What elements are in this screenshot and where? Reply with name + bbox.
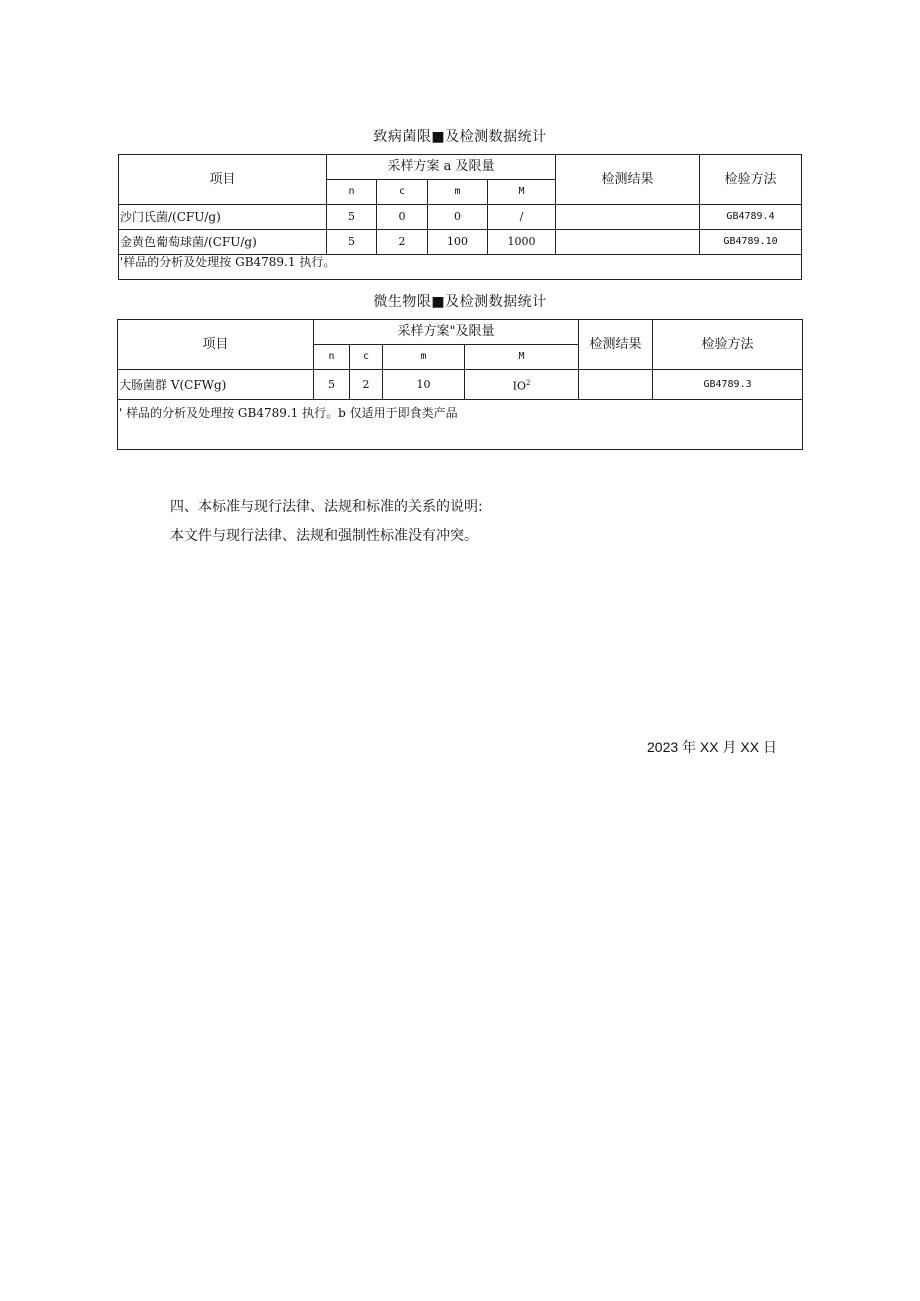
header-method: 检验方法 xyxy=(653,320,803,370)
header-method: 检验方法 xyxy=(700,155,802,205)
row-M: / xyxy=(488,205,556,230)
microbe-table xyxy=(117,319,803,450)
row-n: 5 xyxy=(314,370,350,400)
header-sampling-plan: 采样方案"及限量 xyxy=(314,320,579,345)
header-c: c xyxy=(350,345,383,370)
section4-body: 本文件与现行法律、法规和强制性标准没有冲突。 xyxy=(170,528,478,544)
row-result xyxy=(579,370,653,400)
table-row xyxy=(119,205,802,230)
row-n: 5 xyxy=(327,205,377,230)
header-item: 项目 xyxy=(119,155,327,205)
header-c: c xyxy=(377,180,428,205)
row-item: 大肠菌群 V(CFWg) xyxy=(118,370,314,400)
header-M: M xyxy=(488,180,556,205)
document-date: 2023 年 XX 月 XX 日 xyxy=(647,739,777,755)
row-m: 10 xyxy=(383,370,465,400)
table-row xyxy=(118,370,803,400)
row-result xyxy=(556,230,700,255)
row-result xyxy=(556,205,700,230)
header-result: 检测结果 xyxy=(579,320,653,370)
header-n: n xyxy=(327,180,377,205)
row-c: 2 xyxy=(350,370,383,400)
row-method: GB4789.4 xyxy=(700,205,802,230)
header-m: m xyxy=(428,180,488,205)
row-method: GB4789.10 xyxy=(700,230,802,255)
header-item: 项目 xyxy=(118,320,314,370)
row-m: 100 xyxy=(428,230,488,255)
section4-heading: 四、本标准与现行法律、法规和标准的关系的说明: xyxy=(170,499,483,515)
table-row xyxy=(119,230,802,255)
row-item: 金黄色葡萄球菌/(CFU/g) xyxy=(119,230,327,255)
pathogen-table xyxy=(118,154,802,280)
row-n: 5 xyxy=(327,230,377,255)
header-n: n xyxy=(314,345,350,370)
row-item: 沙门氏菌/(CFU/g) xyxy=(119,205,327,230)
header-m: m xyxy=(383,345,465,370)
row-M-base: IO xyxy=(512,379,526,393)
row-method: GB4789.3 xyxy=(653,370,803,400)
header-result: 检测结果 xyxy=(556,155,700,205)
table2-title: 微生物限■及检测数据统计 xyxy=(373,294,547,310)
table1-title: 致病菌限■及检测数据统计 xyxy=(373,129,547,145)
table-note: ' 样品的分析及处理按 GB4789.1 执行。b 仅适用于即食类产品 xyxy=(118,400,803,450)
row-M: 1000 xyxy=(488,230,556,255)
row-M xyxy=(465,370,579,400)
row-c: 2 xyxy=(377,230,428,255)
row-m: 0 xyxy=(428,205,488,230)
table-note: '样品的分析及处理按 GB4789.1 执行。 xyxy=(119,255,802,280)
header-sampling-plan: 采样方案 a 及限量 xyxy=(327,155,556,180)
row-c: 0 xyxy=(377,205,428,230)
row-M-exponent: 2 xyxy=(525,378,531,387)
header-M: M xyxy=(465,345,579,370)
